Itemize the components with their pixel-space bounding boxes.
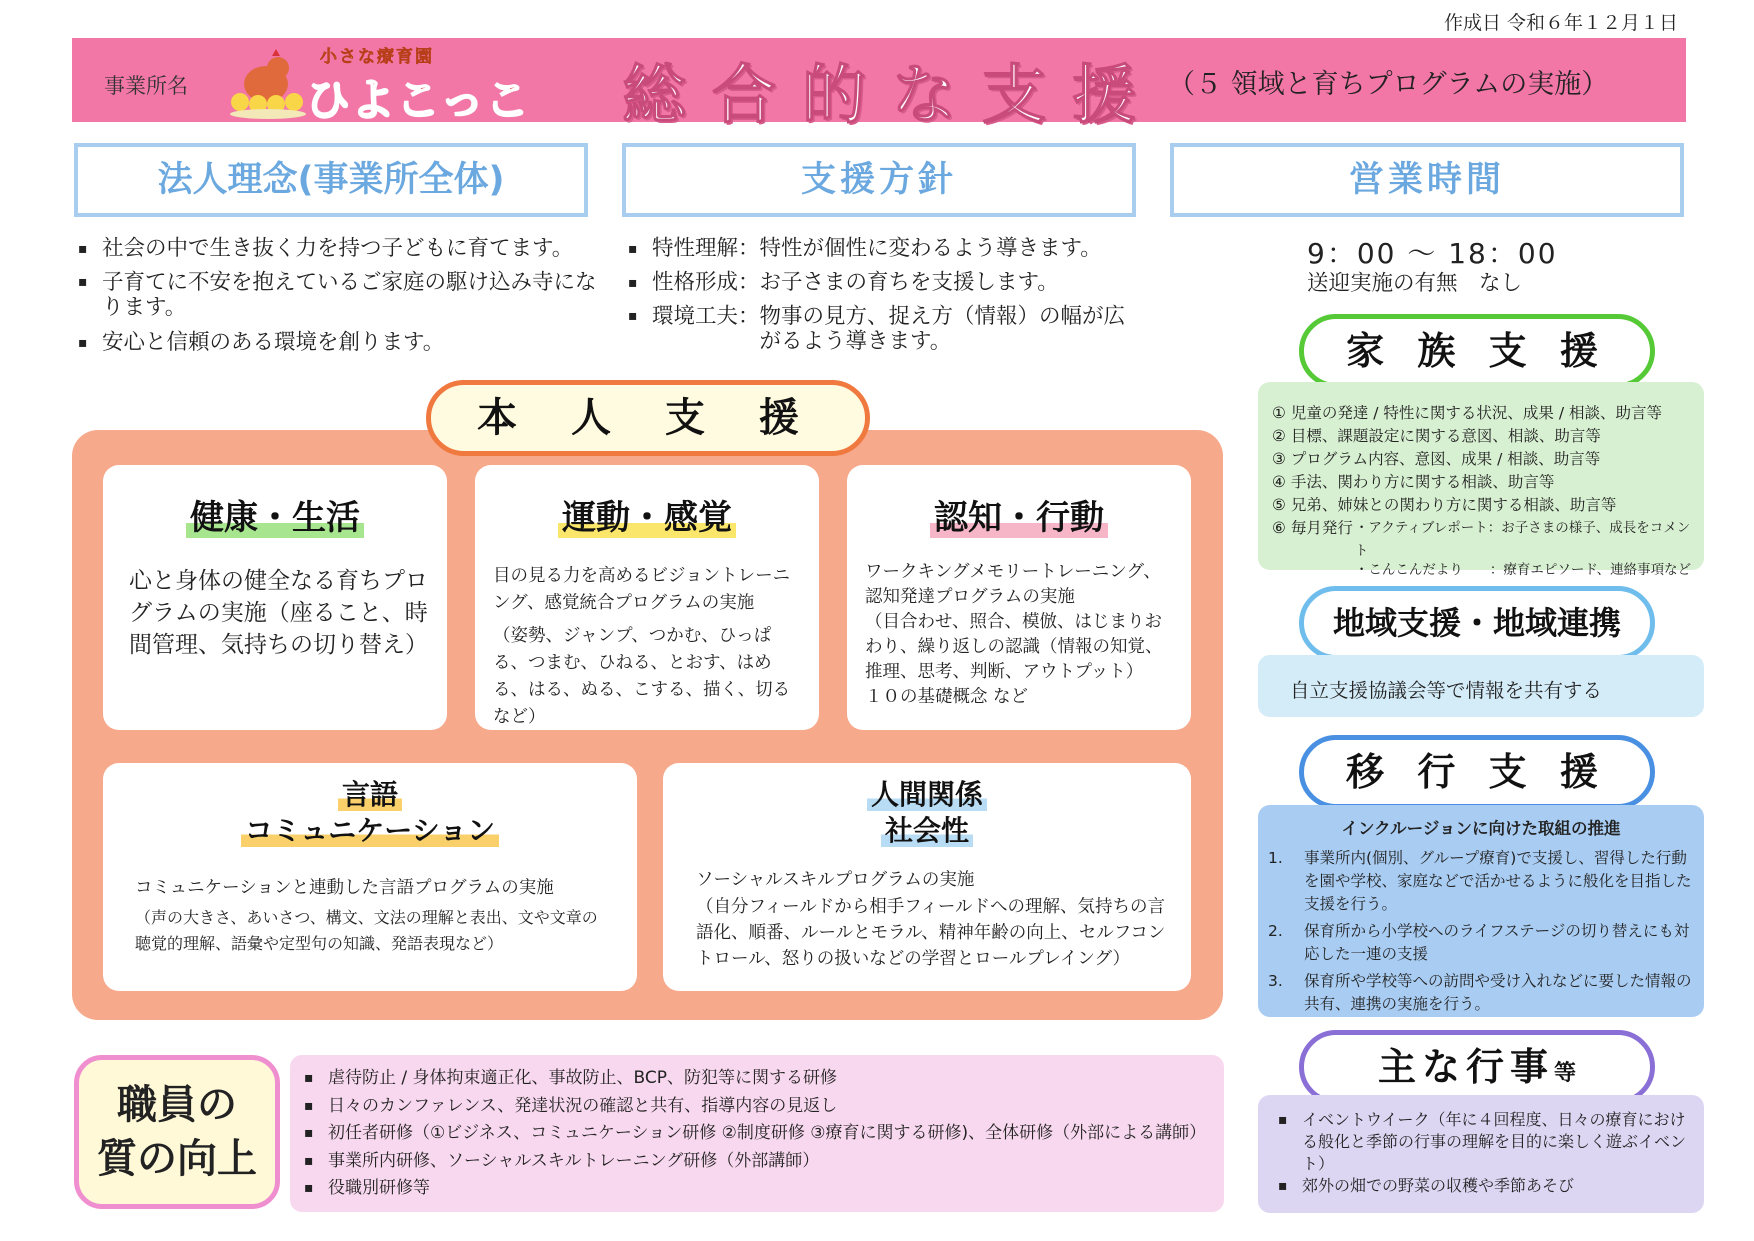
list-item: ▪ イベントウイーク（年に４回程度、日々の療育における般化と季節の行事の理解を目的に楽しく遊ぶイベント）	[1276, 1109, 1686, 1175]
card-title: 運動・感覚	[558, 498, 736, 538]
policy-list	[626, 232, 1146, 354]
events-box	[1258, 1095, 1704, 1213]
list-item	[1268, 920, 1696, 966]
events-title-text: 主な行事	[1377, 1045, 1554, 1089]
list-item: ① 児童の発達 / 特性に関する状況、成果 / 相談、助言等	[1272, 404, 1662, 422]
card-health	[103, 465, 447, 730]
list-item-detail: ・アクティブレポート：お子さまの様子、成長をコメント	[1354, 520, 1691, 559]
list-text: 保育所や学校等への訪問や受け入れなどに要した情報の共有、連携の実施を行う。	[1304, 972, 1692, 1013]
card-title: 認知・行動	[930, 498, 1108, 538]
list-item: ▪ 事業所内研修、ソーシャルスキルトレーニング研修（外部講師）	[302, 1148, 1212, 1176]
policy-key: ▪ 性格形成：	[652, 270, 760, 295]
list-text: 保育所から小学校へのライフステージの切り替えにも対応した一連の支援	[1304, 922, 1690, 963]
card-detail: （姿勢、ジャンプ、つかむ、ひっぱる、つまむ、ひねる、とおす、はめる、はる、ぬる、こする、描く、切るなど）	[493, 626, 791, 727]
logo-name: ひよこっこ	[306, 75, 531, 126]
list-item: ▪ 安心と信頼のある環境を創ります。	[76, 326, 616, 360]
list-item	[1268, 847, 1696, 916]
business-hours: 9：00 〜 18：00	[1307, 237, 1558, 270]
list-number: 1.	[1268, 849, 1283, 867]
list-item: ▪ 役職別研修等	[302, 1175, 1212, 1203]
policy-key: ▪ 特性理解：	[652, 236, 760, 261]
policy-heading: 支援方針	[622, 143, 1136, 217]
facility-logo	[228, 42, 548, 126]
page-subtitle: （５ 領域と育ちプログラムの実施）	[1168, 69, 1609, 100]
card-social	[663, 763, 1191, 991]
policy-text: 物事の見方、捉え方（情報）の幅が広がるよう導きます。	[759, 304, 1126, 354]
family-support-list	[1272, 402, 1702, 577]
community-support-box	[1258, 655, 1704, 717]
list-item: ▪ 日々のカンファレンス、発達状況の確認と共有、指導内容の見返し	[302, 1093, 1212, 1121]
list-item: ▪ 初任者研修（①ビジネス、コミュニケーション研修 ②制度研修 ③療育に関する研修)、全体研修（外部による講師）	[302, 1120, 1212, 1148]
list-item-detail: ・こんこんだより ：療育エピソード、連絡事項など	[1354, 562, 1692, 578]
transition-support-title: 移 行 支 援	[1299, 735, 1655, 809]
card-detail: １０の基礎概念 など	[865, 687, 1029, 707]
policy-text: 特性が個性に変わるよう導きます。	[759, 236, 1102, 261]
list-item: ⑤ 兄弟、姉妹との関わり方に関する相談、助言等	[1272, 496, 1617, 514]
list-item: ▪ 郊外の畑での野菜の収穫や季節あそび	[1276, 1175, 1686, 1197]
list-item-lead: ⑥ 毎月発行	[1272, 519, 1353, 537]
card-detail: （目合わせ、照合、模倣、はじまりおわり、繰り返しの認識（情報の知覚、推理、思考、判断、アウトプット）	[865, 612, 1163, 682]
staff-quality-title-line: 質の向上	[97, 1136, 257, 1182]
list-item	[1272, 517, 1702, 577]
card-title: 社会性	[881, 814, 973, 847]
card-language	[103, 763, 637, 991]
transport-info: 送迎実施の有無 なし	[1307, 271, 1523, 296]
card-title: 健康・生活	[186, 498, 364, 538]
page-title: 総合的な支援	[622, 59, 1162, 133]
transition-list	[1268, 847, 1696, 1016]
facility-label: 事業所名	[104, 74, 188, 98]
list-item	[626, 300, 1146, 354]
policy-text: お子さまの育ちを支援します。	[759, 270, 1059, 295]
card-text: 目の見る力を高めるビジョントレーニング、感覚統合プログラムの実施	[493, 566, 791, 613]
card-text: コミュニケーションと連動した言語プログラムの実施	[135, 878, 554, 898]
staff-quality-title	[74, 1055, 280, 1209]
list-item: ② 目標、課題設定に関する意図、相談、助言等	[1272, 427, 1601, 445]
card-cognition	[847, 465, 1191, 730]
staff-quality-list	[302, 1065, 1212, 1203]
list-item: ▪ 社会の中で生き抜く力を持つ子どもに育てます。	[76, 232, 616, 266]
list-item: ▪ 子育てに不安を抱えているご家庭の駆け込み寺になります。	[76, 266, 616, 326]
list-item	[626, 266, 1146, 300]
card-text: ソーシャルスキルプログラムの実施	[696, 870, 975, 890]
family-support-title: 家 族 支 援	[1299, 314, 1655, 388]
list-item: ③ プログラム内容、意図、成果 / 相談、助言等	[1272, 450, 1601, 468]
policy-key: ▪ 環境工夫：	[652, 304, 760, 329]
list-item: ④ 手法、関わり方に関する相談、助言等	[1272, 473, 1555, 491]
family-support-box	[1258, 382, 1704, 578]
staff-quality-title-line: 職員の	[117, 1082, 237, 1128]
card-title: 言語	[338, 778, 402, 811]
philosophy-list	[76, 232, 616, 360]
card-detail: （声の大きさ、あいさつ、構文、文法の理解と表出、文や文章の聴覚的理解、語彙や定型句の知識、発語表現など）	[135, 908, 598, 953]
list-item	[626, 232, 1146, 266]
community-support-text: 自立支援協議会等で情報を共有する	[1290, 679, 1603, 702]
transition-heading: インクルージョンに向けた取組の推進	[1341, 819, 1621, 838]
card-detail: （自分フィールドから相手フィールドへの理解、気持ちの言語化、順番、ルールとモラル、精神年齢の向上、セルフコントロール、怒りの扱いなどの学習とロールプレイング）	[696, 897, 1166, 969]
events-list	[1276, 1109, 1686, 1197]
list-item: ▪ 虐待防止 / 身体拘束適正化、事故防止、BCP、防犯等に関する研修	[302, 1065, 1212, 1093]
list-number: 2.	[1268, 922, 1283, 940]
card-motor	[475, 465, 819, 730]
staff-quality-box	[290, 1055, 1224, 1212]
list-text: 事業所内(個別、グループ療育)で支援し、習得した行動を園や学校、家庭などで活かせるように般化を目指した支援を行う。	[1304, 849, 1692, 913]
community-support-title: 地域支援・地域連携	[1299, 586, 1655, 660]
philosophy-heading: 法人理念(事業所全体)	[74, 143, 588, 217]
logo-small-text: 小さな療育園	[320, 47, 434, 67]
list-item	[1268, 970, 1696, 1016]
card-title: コミュニケーション	[241, 814, 499, 847]
card-text: 心と身体の健全なる育ちプログラムの実施（座ること、時間管理、気持ちの切り替え）	[129, 568, 428, 658]
hours-heading: 営業時間	[1170, 143, 1684, 217]
events-title	[1299, 1030, 1655, 1104]
transition-support-box	[1258, 805, 1704, 1017]
list-number: 3.	[1268, 972, 1283, 990]
card-text: ワークキングメモリートレーニング、認知発達プログラムの実施	[865, 562, 1161, 607]
creation-date: 作成日 令和６年１２月１日	[1443, 12, 1678, 34]
events-title-suffix: 等	[1554, 1061, 1577, 1086]
card-title: 人間関係	[867, 778, 987, 811]
individual-support-title: 本 人 支 援	[426, 380, 870, 456]
